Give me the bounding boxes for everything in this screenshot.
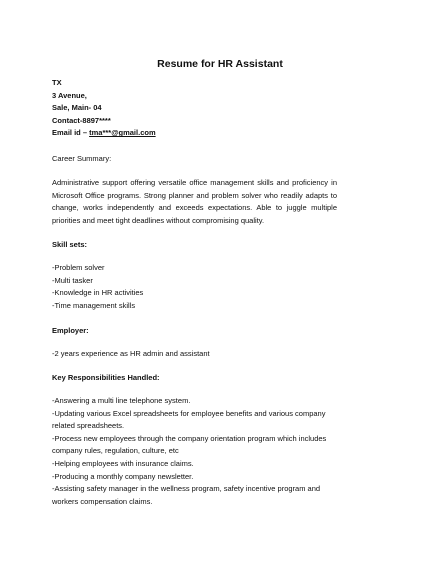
skill-item: -Problem solver <box>52 263 105 272</box>
skill-item: -Multi tasker <box>52 275 93 285</box>
skills-list <box>52 262 337 312</box>
responsibility-line: -Updating various Excel spreadsheets for employee benefits and various company <box>52 408 326 418</box>
employer-text: -2 years experience as HR admin and assistant <box>52 349 210 358</box>
career-summary-heading: Career Summary: <box>52 154 112 163</box>
email-label: Email id – <box>52 128 90 138</box>
responsibility-line: -Assisting safety manager in the wellness program, safety incentive program and <box>52 484 321 494</box>
contact-city: Sale, Main- 04 <box>52 103 102 113</box>
contact-state: TX <box>52 78 62 87</box>
skills-heading: Skill sets: <box>52 240 88 249</box>
responsibility-line: company rules, regulation, culture, etc <box>52 446 179 456</box>
responsibility-line: -Producing a monthly company newsletter. <box>52 471 194 481</box>
responsibilities-list <box>52 395 337 508</box>
skill-item: -Time management skills <box>52 300 136 310</box>
email-link[interactable]: tma***@gmail.com <box>89 128 156 138</box>
responsibilities-heading: Key Responsibilities Handled: <box>52 373 160 382</box>
responsibility-line: -Helping employees with insurance claims. <box>52 458 194 468</box>
contact-email <box>52 127 337 140</box>
responsibility-line: -Answering a multi line telephone system. <box>52 396 191 405</box>
employer-heading: Employer: <box>52 326 89 335</box>
responsibility-line: -Process new employees through the company orientation program which includes <box>52 433 327 443</box>
responsibility-line: workers compensation claims. <box>52 496 153 506</box>
responsibility-line: related spreadsheets. <box>52 421 125 431</box>
contact-phone: Contact-8897**** <box>52 115 111 125</box>
contact-block <box>52 77 337 140</box>
resume-title: Resume for HR Assistant <box>157 58 283 70</box>
career-summary-text: Administrative support offering versatile office management skills and proficiency in Microsoft Office programs. Strong planner and problem solver who readily adapts to change, works independently and exceeds expectations. Able to juggle multiple priorities and meet tight deadlines without compromising quality. <box>52 178 337 225</box>
contact-street: 3 Avenue, <box>52 90 87 100</box>
skill-item: -Knowledge in HR activities <box>52 288 144 298</box>
